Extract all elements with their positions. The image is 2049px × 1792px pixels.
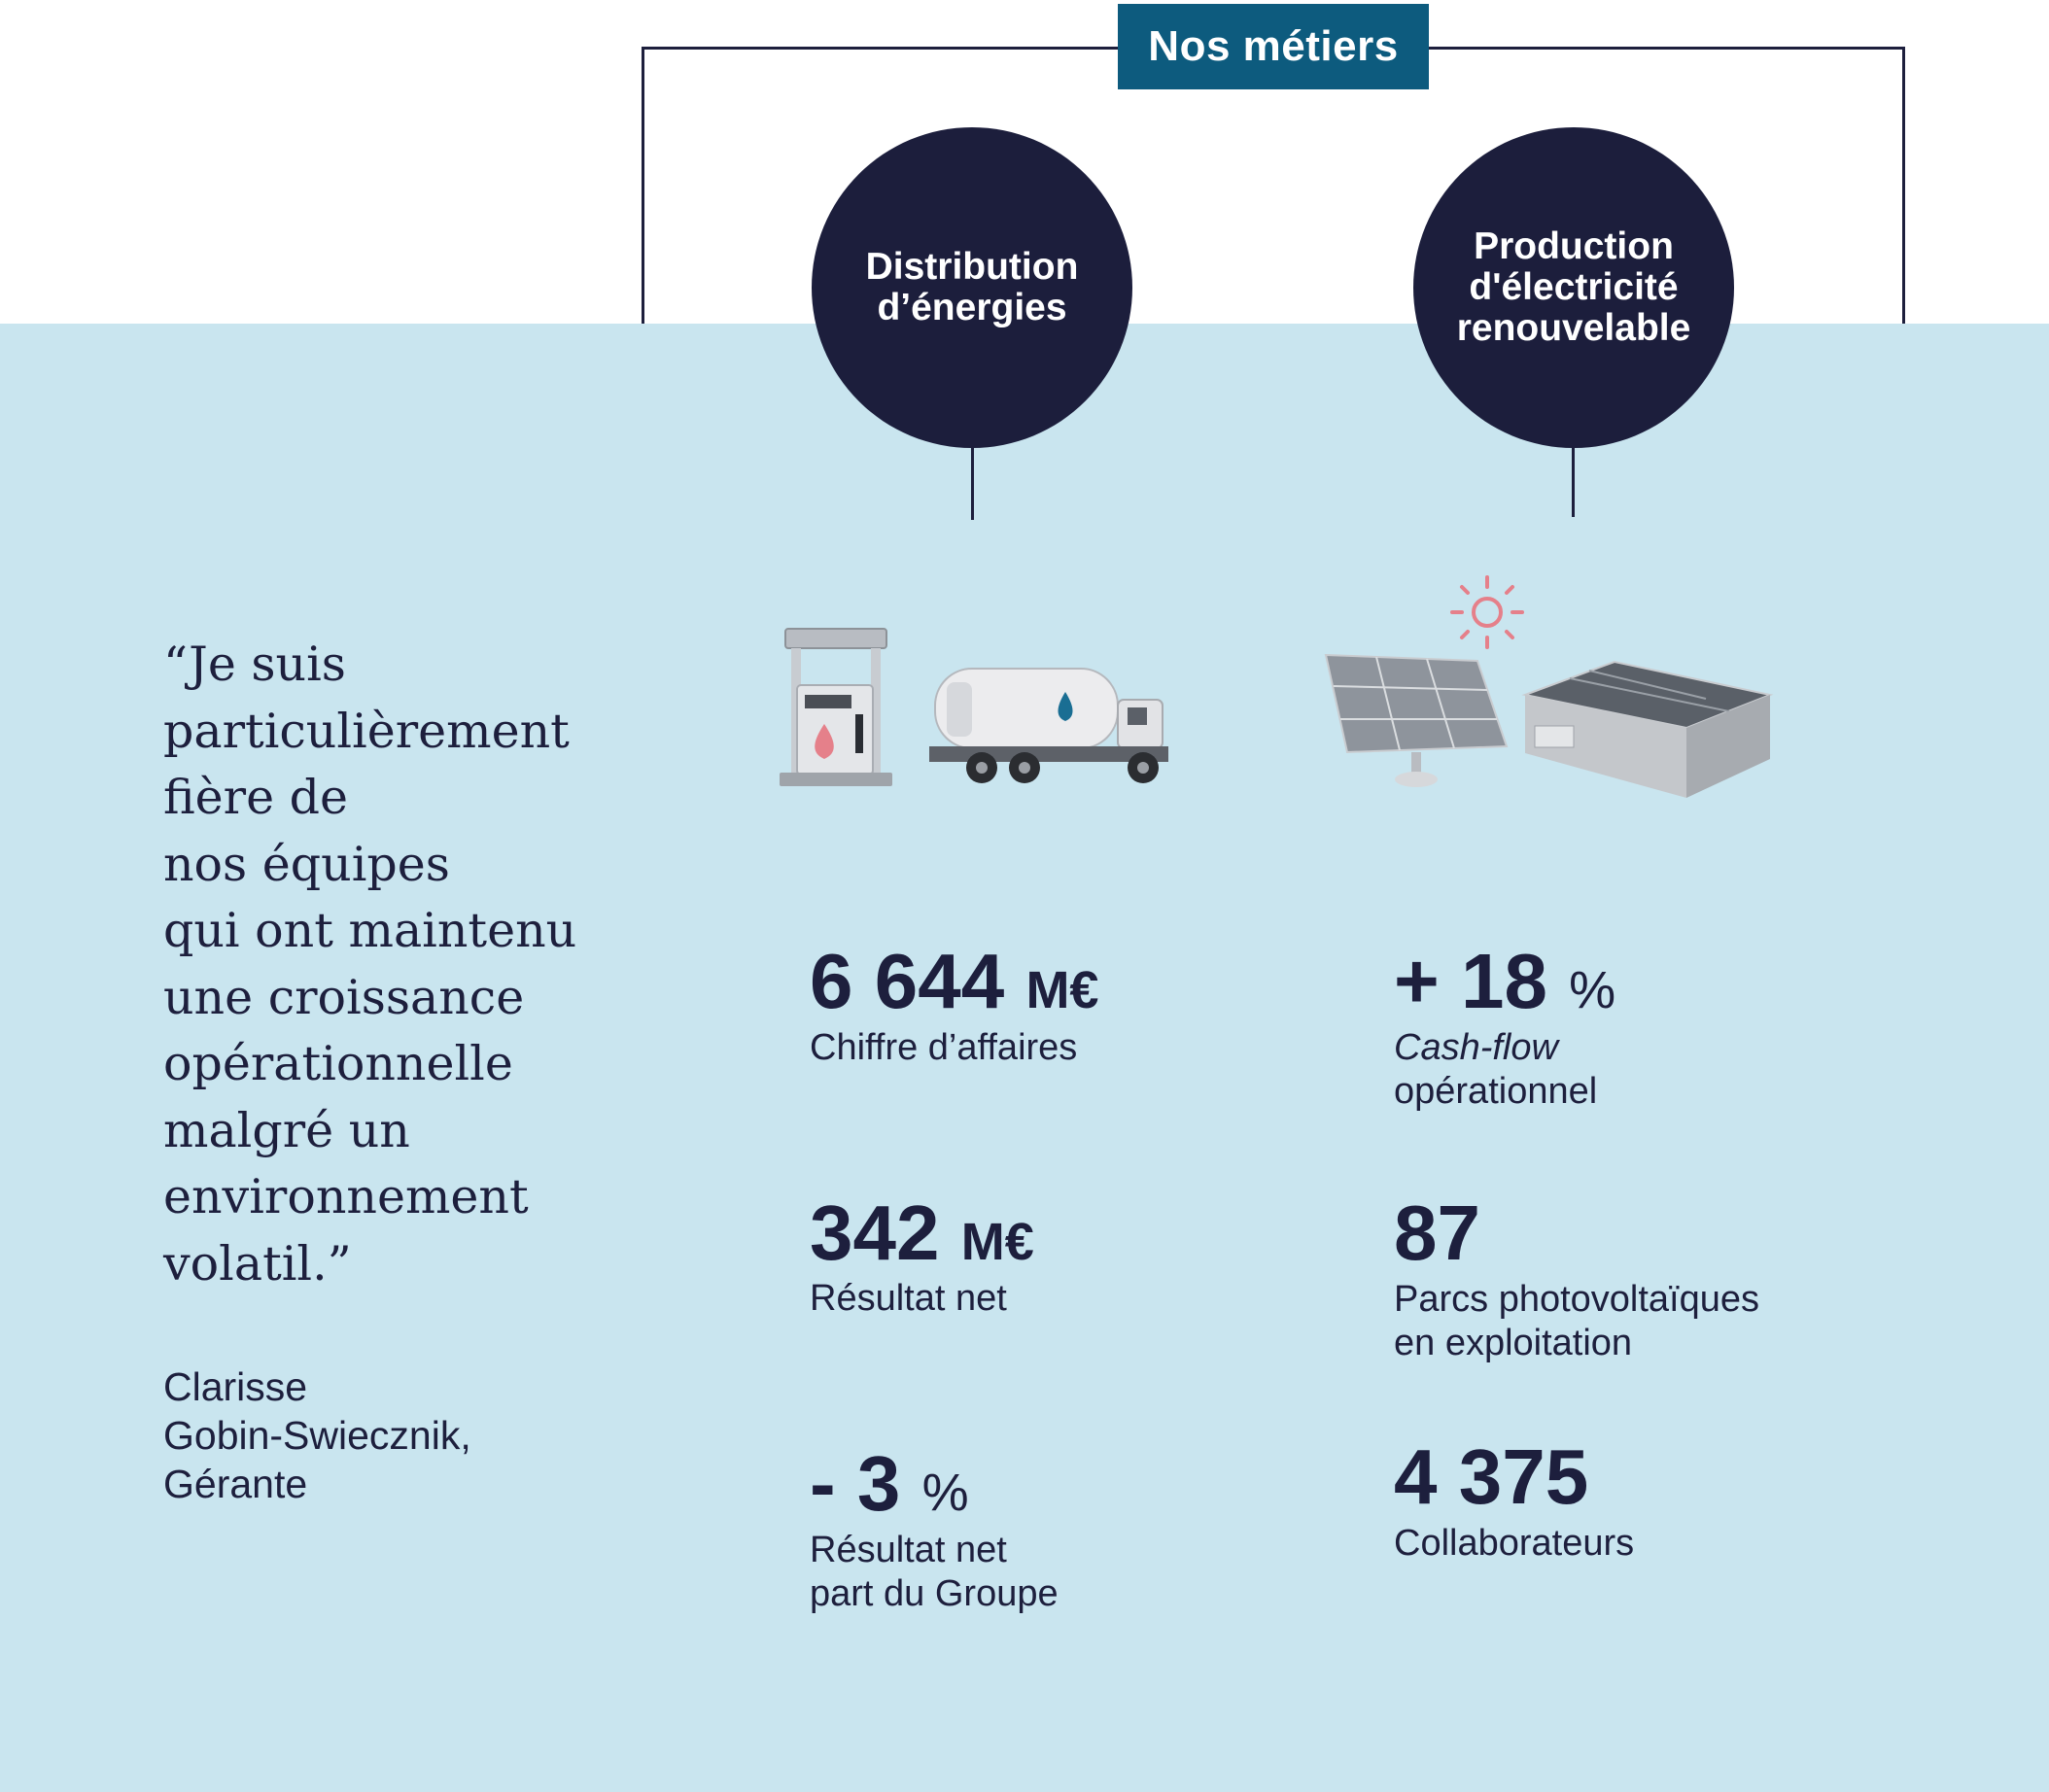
kpi-cash-flow-label-rest: opérationnel <box>1394 1071 1598 1112</box>
business-line-distribution <box>812 127 1132 448</box>
kpi-net-income-label: Résultat net <box>810 1278 1007 1319</box>
kpi-employees-value: 4 375 <box>1394 1433 1589 1520</box>
business-line-production <box>1413 127 1734 448</box>
header-title: Nos métiers <box>1118 4 1429 89</box>
bracket-left <box>642 47 644 324</box>
kpi-solar-parks-label: Parcs photovoltaïques en exploitation <box>1394 1279 1760 1363</box>
business-line-production-label: Production d'électricité renouvelable <box>1456 225 1691 349</box>
kpi-revenue-label: Chiffre d’affaires <box>810 1027 1078 1068</box>
kpi-cash-flow-label <box>1394 1026 1597 1114</box>
solar-panel-icon <box>1322 651 1516 792</box>
kpi-group-share-unit: % <box>921 1464 969 1522</box>
kpi-cash-flow-value: + 18 % <box>1394 938 1616 1024</box>
solar-roof-building-icon <box>1521 656 1774 802</box>
kpi-revenue-unit: M€ <box>1025 961 1099 1019</box>
sun-icon <box>1448 573 1526 651</box>
kpi-net-income-unit: M€ <box>960 1213 1034 1271</box>
kpi-group-share-value: - 3 % <box>810 1440 969 1527</box>
fuel-pump-icon <box>778 627 894 792</box>
business-line-distribution-label: Distribution d’énergies <box>865 246 1079 328</box>
kpi-net-income-value: 342 M€ <box>810 1189 1034 1276</box>
stem-production <box>1572 447 1575 517</box>
kpi-revenue-value: 6 644 M€ <box>810 938 1099 1024</box>
tanker-truck-icon <box>923 661 1176 792</box>
bracket-right <box>1902 47 1905 324</box>
stem-distribution <box>971 447 974 520</box>
bracket-top-left <box>642 47 1118 50</box>
kpi-group-share-label: Résultat net part du Groupe <box>810 1530 1059 1614</box>
kpi-cash-flow-unit: % <box>1569 961 1616 1019</box>
bracket-top-right <box>1429 47 1905 50</box>
quote-author: Clarisse Gobin-Swiecznik, Gérante <box>163 1364 471 1506</box>
quote-text: “Je suis particulièrement fière de nos équipes qui ont maintenu une croissance opérationnelle malgré un environnement volatil.” <box>163 637 577 1292</box>
kpi-employees-label: Collaborateurs <box>1394 1523 1635 1564</box>
kpi-cash-flow-label-italic: Cash-flow <box>1394 1027 1558 1068</box>
kpi-solar-parks-value: 87 <box>1394 1189 1480 1276</box>
